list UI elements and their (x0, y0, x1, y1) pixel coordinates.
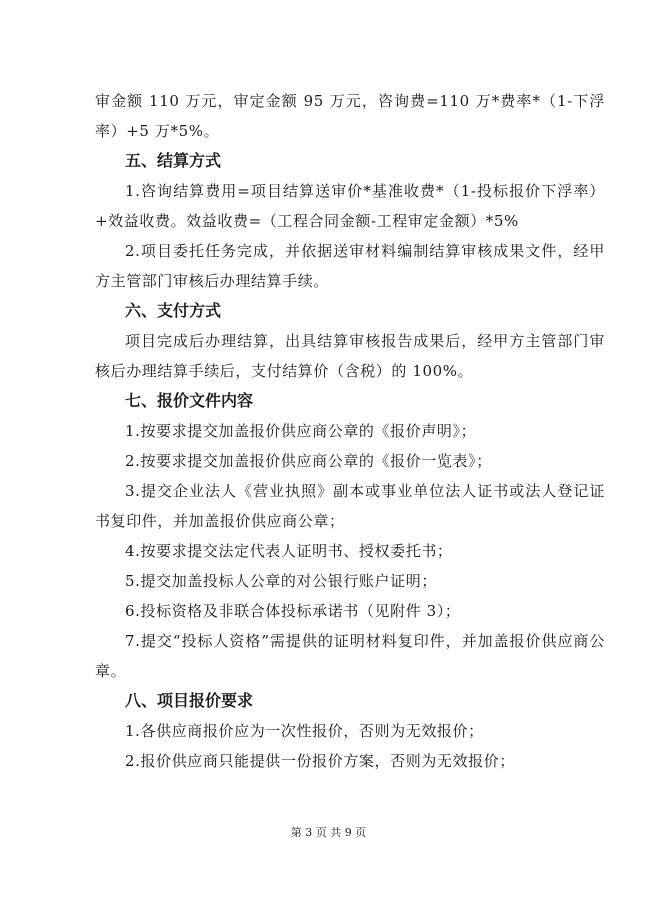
section-heading-settlement: 五、结算方式 (125, 151, 222, 170)
list-item-requirement-2: 2.报价供应商只能提供一份报价方案，否则为无效报价； (125, 752, 515, 770)
list-item-quote-3: 3.提交企业法人《营业执照》副本或事业单位法人证书或法人登记证书复印件，并加盖报价供应商公章； (95, 482, 605, 530)
paragraph-payment: 项目完成后办理结算，出具结算审核报告成果后，经甲方主管部门审核后办理结算手续后，支付结算价（含税）的 100%。 (95, 332, 605, 380)
page-number-footer: 第 3 页 共 9 页 (290, 826, 367, 839)
paragraph-fee-formula: 审金额 110 万元，审定金额 95 万元，咨询费=110 万*费率*（1-下浮率）+5 万*5%。 (95, 92, 605, 140)
list-item-quote-7: 7.提交“投标人资格”需提供的证明材料复印件，并加盖报价供应商公章。 (95, 632, 605, 680)
paragraph-settlement-1: 1.咨询结算费用=项目结算送审价*基准收费*（1-投标报价下浮率）+效益收费。效益收费=（工程合同金额-工程审定金额）*5% (95, 182, 605, 230)
section-heading-quote-requirements: 八、项目报价要求 (125, 691, 254, 710)
section-heading-payment: 六、支付方式 (125, 301, 222, 320)
list-item-quote-5: 5.提交加盖投标人公章的对公银行账户证明； (125, 572, 437, 590)
section-heading-quote-contents: 七、报价文件内容 (125, 391, 254, 410)
list-item-quote-2: 2.按要求提交加盖报价供应商公章的《报价一览表》； (125, 452, 492, 470)
list-item-quote-6: 6.投标资格及非联合体投标承诺书（见附件 3）； (125, 602, 461, 620)
document-body (95, 86, 605, 776)
list-item-quote-1: 1.按要求提交加盖报价供应商公章的《报价声明》； (125, 422, 477, 440)
paragraph-settlement-2: 2.项目委托任务完成，并依据送审材料编制结算审核成果文件，经甲方主管部门审核后办理结算手续。 (95, 242, 605, 290)
list-item-quote-4: 4.按要求提交法定代表人证明书、授权委托书； (125, 542, 453, 560)
list-item-requirement-1: 1.各供应商报价应为一次性报价，否则为无效报价； (125, 722, 484, 740)
